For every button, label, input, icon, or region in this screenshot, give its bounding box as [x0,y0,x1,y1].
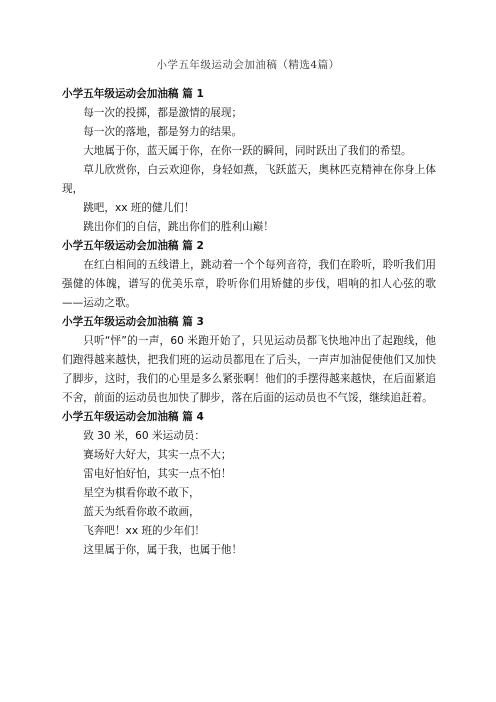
verse-line: 每一次的落地，都是努力的结果。 [83,126,243,139]
section-3 [62,313,436,408]
document-title: 小学五年级运动会加油稿（精选4篇） [156,59,340,71]
section-heading: 小学五年级运动会加油稿 篇 3 [62,315,204,328]
verse-line: 星空为棋看你敢不敢下， [83,487,200,500]
section-1 [62,85,436,237]
section-4 [62,408,436,560]
verse-line: 每一次的投掷，都是激情的展现； [83,107,243,120]
verse-line: 飞奔吧！xx 班的少年们！ [83,524,206,537]
verse-line: 跳出你们的自信，跳出你们的胜利山巅！ [83,220,274,233]
paragraph: 只听“怦”的一声，60 米跑开始了，只见运动员都飞快地冲出了起跑线，他们跑得越来越快，把我们班的运动员都甩在了后头，一声声加油促使他们又加快了脚步，这时，我们的心里是多么紧张啊！他们的手摆得越来越快，在后面紧追不舍，前面的运动员也加快了脚步，落在后面的运动员也不气馁，继续追赶着。 [62,335,436,404]
verse-line: 蓝天为纸看你敢不敢画， [83,505,200,518]
verse-line: 这里属于你，属于我，也属于他！ [83,543,243,556]
paragraph: 在红白相间的五线谱上，跳动着一个个每列音符，我们在聆听，聆听我们用强健的体魄，谱写的优美乐章，聆听你们用矫健的步伐，唱响的扣人心弦的歌——运动之歌。 [62,259,436,309]
verse-line: 赛场好大好大，其实一点不大； [83,449,232,462]
section-heading: 小学五年级运动会加油稿 篇 4 [62,410,204,423]
section-heading: 小学五年级运动会加油稿 篇 2 [62,239,204,252]
section-heading: 小学五年级运动会加油稿 篇 1 [62,88,204,100]
paragraph: 大地属于你，蓝天属于你，在你一跃的瞬间，同时跃出了我们的希望。 [83,145,412,158]
document-body [62,85,436,560]
section-2 [62,237,436,313]
paragraph: 草儿欣赏你，白云欢迎你，身轻如燕，飞跃蓝天，奥林匹克精神在你身上体现， [62,164,436,196]
verse-line: 雷电好怕好怕，其实一点不怕！ [83,468,232,481]
verse-line: 跳吧，xx 班的健儿们！ [83,201,195,214]
verse-line: 致 30 米，60 米运动员： [83,430,205,443]
